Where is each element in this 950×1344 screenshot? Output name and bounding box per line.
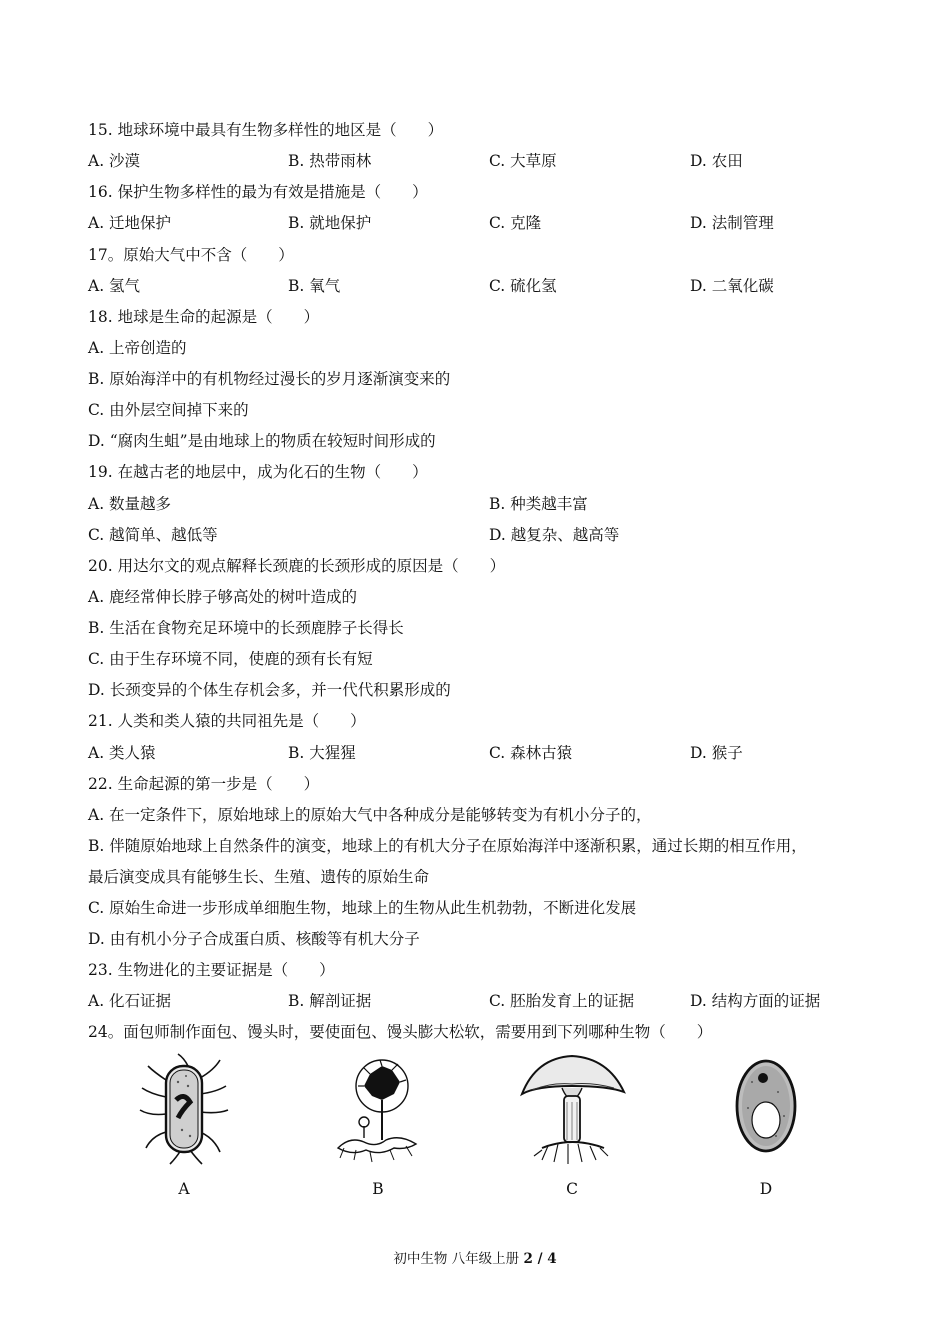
question-22-option-d: D. 由有机小分子合成蛋白质、核酸等有机大分子 bbox=[88, 930, 420, 948]
question-22-option-b: B. 伴随原始地球上自然条件的演变，地球上的有机大分子在原始海洋中逐渐积累，通过长期的相互作用， bbox=[88, 837, 807, 855]
option-a: A. 迁地保护 bbox=[88, 214, 172, 232]
option-b: B. 解剖证据 bbox=[288, 992, 372, 1010]
question-20-option-c: C. 由于生存环境不同，使鹿的颈有长有短 bbox=[88, 650, 373, 668]
question-23-stem: 23. 生物进化的主要证据是（ ） bbox=[88, 961, 335, 979]
question-15-options bbox=[88, 151, 868, 171]
figure-label-c: C bbox=[566, 1180, 578, 1198]
option-c: C. 胚胎发育上的证据 bbox=[489, 992, 635, 1010]
mold-icon bbox=[320, 1052, 440, 1162]
option-d: D. 猴子 bbox=[690, 744, 743, 762]
question-22-option-a: A. 在一定条件下，原始地球上的原始大气中各种成分是能够转变为有机小分子的， bbox=[88, 806, 652, 824]
question-24-stem: 24。面包师制作面包、馒头时，要使面包、馒头膨大松软，需要用到下列哪种生物（ ） bbox=[88, 1023, 713, 1041]
page-number: 2 / 4 bbox=[523, 1251, 557, 1267]
option-a: A. 化石证据 bbox=[88, 992, 172, 1010]
bacterium-icon bbox=[126, 1052, 246, 1162]
question-22-option-c: C. 原始生命进一步形成单细胞生物，地球上的生物从此生机勃勃，不断进化发展 bbox=[88, 899, 637, 917]
question-17-stem: 17。原始大气中不含（ ） bbox=[88, 246, 294, 264]
option-d: D. 越复杂、越高等 bbox=[489, 526, 620, 544]
option-b: B. 热带雨林 bbox=[288, 152, 372, 170]
question-20-option-d: D. 长颈变异的个体生存机会多，并一代代积累形成的 bbox=[88, 681, 451, 699]
question-19-stem: 19. 在越古老的地层中，成为化石的生物（ ） bbox=[88, 463, 428, 481]
option-d: D. 法制管理 bbox=[690, 214, 774, 232]
footer-text: 初中生物 八年级上册 bbox=[393, 1251, 524, 1267]
option-b: B. 氧气 bbox=[288, 277, 341, 295]
option-b: B. 种类越丰富 bbox=[489, 495, 588, 513]
option-c: C. 越简单、越低等 bbox=[88, 526, 218, 544]
question-19-options-cd bbox=[88, 525, 868, 545]
option-a: A. 氢气 bbox=[88, 277, 141, 295]
question-22-option-b-cont: 最后演变成具有能够生长、生殖、遗传的原始生命 bbox=[88, 868, 430, 886]
option-c: C. 硫化氢 bbox=[489, 277, 557, 295]
option-a: A. 沙漠 bbox=[88, 152, 141, 170]
question-23-options bbox=[88, 991, 868, 1011]
option-a: A. 数量越多 bbox=[88, 495, 172, 513]
question-21-options bbox=[88, 743, 868, 763]
mushroom-icon bbox=[512, 1052, 632, 1162]
question-18-option-c: C. 由外层空间掉下来的 bbox=[88, 401, 249, 419]
question-20-option-a: A. 鹿经常伸长脖子够高处的树叶造成的 bbox=[88, 588, 358, 606]
question-16-stem: 16. 保护生物多样性的最为有效是措施是（ ） bbox=[88, 183, 428, 201]
option-c: C. 森林古猿 bbox=[489, 744, 573, 762]
option-d: D. 二氧化碳 bbox=[690, 277, 774, 295]
figure-label-a: A bbox=[178, 1180, 190, 1198]
question-18-option-a: A. 上帝创造的 bbox=[88, 339, 187, 357]
question-19-options-ab bbox=[88, 494, 868, 514]
option-c: C. 克隆 bbox=[489, 214, 542, 232]
question-22-stem: 22. 生命起源的第一步是（ ） bbox=[88, 775, 320, 793]
option-d: D. 结构方面的证据 bbox=[690, 992, 821, 1010]
option-d: D. 农田 bbox=[690, 152, 743, 170]
yeast-icon bbox=[706, 1052, 826, 1162]
question-24-figures bbox=[88, 1052, 868, 1212]
option-b: B. 大猩猩 bbox=[288, 744, 356, 762]
question-21-stem: 21. 人类和类人猿的共同祖先是（ ） bbox=[88, 712, 366, 730]
figure-label-d: D bbox=[759, 1180, 773, 1198]
figure-label-b: B bbox=[372, 1180, 384, 1198]
question-18-stem: 18. 地球是生命的起源是（ ） bbox=[88, 308, 320, 326]
question-17-options bbox=[88, 276, 868, 296]
option-a: A. 类人猿 bbox=[88, 744, 156, 762]
question-18-option-b: B. 原始海洋中的有机物经过漫长的岁月逐渐演变来的 bbox=[88, 370, 451, 388]
option-c: C. 大草原 bbox=[489, 152, 557, 170]
option-b: B. 就地保护 bbox=[288, 214, 372, 232]
question-18-option-d: D. “腐肉生蛆”是由地球上的物质在较短时间形成的 bbox=[88, 432, 436, 450]
question-16-options bbox=[88, 213, 868, 233]
question-15-stem: 15. 地球环境中最具有生物多样性的地区是（ ） bbox=[88, 121, 444, 139]
page-footer bbox=[0, 1247, 950, 1267]
question-20-stem: 20. 用达尔文的观点解释长颈鹿的长颈形成的原因是（ ） bbox=[88, 557, 506, 575]
question-20-option-b: B. 生活在食物充足环境中的长颈鹿脖子长得长 bbox=[88, 619, 404, 637]
